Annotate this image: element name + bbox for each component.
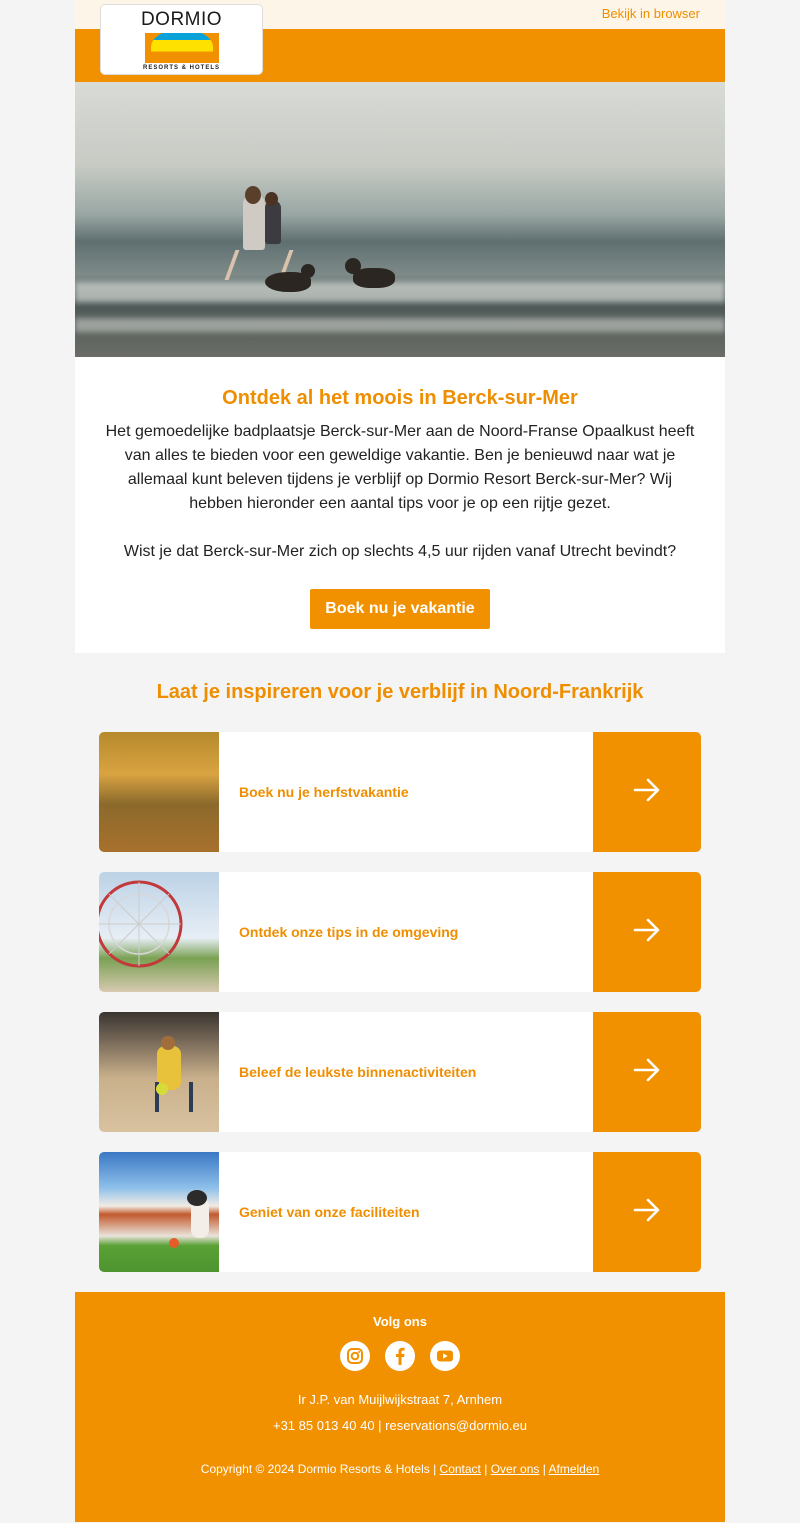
- arrow-right-icon: [633, 918, 661, 947]
- resort-house-photo: [99, 1152, 219, 1272]
- copyright-text: Copyright © 2024 Dormio Resorts & Hotels: [200, 1462, 430, 1476]
- separator: |: [374, 1418, 386, 1433]
- email-address[interactable]: reservations@dormio.eu: [385, 1418, 527, 1433]
- card-autumn-holiday[interactable]: [99, 732, 701, 852]
- intro-section: [75, 357, 725, 653]
- inspiration-title: Laat je inspireren voor je verblijf in Noord-Frankrijk: [156, 681, 644, 703]
- card-area-tips[interactable]: [99, 872, 701, 992]
- intro-paragraph: Het gemoedelijke badplaatsje Berck-sur-Mer aan de Noord-Franse Opaalkust heeft van alles te bieden voor een geweldige vakantie. Ben je benieuwd naar wat je allemaal kunt beleven tijdens je verblijf op Dormio Resort Berck-sur-Mer? Wij hebben hieronder een aantal tips voor je op een rijtje gezet.: [105, 423, 695, 512]
- follow-us-label: Volg ons: [373, 1314, 427, 1329]
- social-links: [75, 1341, 725, 1371]
- logo-tagline: RESORTS & HOTELS: [142, 65, 220, 71]
- card-label[interactable]: Boek nu je herfstvakantie: [239, 784, 409, 800]
- footer: [75, 1292, 725, 1522]
- hero-image-beach: [75, 82, 725, 357]
- card-label[interactable]: Geniet van onze faciliteiten: [239, 1204, 420, 1220]
- arrow-right-icon: [633, 778, 661, 807]
- card-label[interactable]: Beleef de leukste binnenactiviteiten: [239, 1064, 477, 1080]
- arrow-right-icon: [633, 1058, 661, 1087]
- youtube-icon[interactable]: [430, 1341, 460, 1371]
- view-in-browser-link[interactable]: Bekijk in browser: [601, 6, 700, 21]
- logo-sun-icon: [145, 33, 219, 63]
- copyright-line: [75, 1462, 725, 1476]
- book-holiday-button[interactable]: Boek nu je vakantie: [310, 589, 489, 629]
- arrow-right-icon: [633, 1198, 661, 1227]
- card-facilities[interactable]: [99, 1152, 701, 1272]
- phone-number[interactable]: +31 85 013 40 40: [272, 1418, 375, 1433]
- instagram-icon[interactable]: [340, 1341, 370, 1371]
- card-arrow-button[interactable]: [593, 1152, 701, 1272]
- facebook-icon[interactable]: [385, 1341, 415, 1371]
- intro-travel-tip: Wist je dat Berck-sur-Mer zich op slechts 4,5 uur rijden vanaf Utrecht bevindt?: [123, 543, 677, 560]
- card-arrow-button[interactable]: [593, 732, 701, 852]
- unsubscribe-link[interactable]: Afmelden: [548, 1462, 600, 1476]
- inspiration-card-list: [75, 732, 725, 1272]
- contact-info: [75, 1387, 725, 1439]
- card-label[interactable]: Ontdek onze tips in de omgeving: [239, 924, 459, 940]
- address-text: Ir J.P. van Muijlwijkstraat 7, Arnhem: [297, 1392, 503, 1407]
- logo-brand-text: DORMIO: [140, 9, 223, 30]
- separator: |: [429, 1462, 440, 1476]
- contact-link[interactable]: Contact: [439, 1462, 481, 1476]
- card-arrow-button[interactable]: [593, 1012, 701, 1132]
- bowling-photo: [99, 1012, 219, 1132]
- ferris-wheel-photo: [99, 872, 219, 992]
- card-indoor-activities[interactable]: [99, 1012, 701, 1132]
- dormio-logo[interactable]: [100, 4, 263, 75]
- separator: |: [539, 1462, 549, 1476]
- phone-email-line: [75, 1413, 725, 1439]
- card-arrow-button[interactable]: [593, 872, 701, 992]
- email-container: [75, 0, 725, 1522]
- about-us-link[interactable]: Over ons: [490, 1462, 540, 1476]
- separator: |: [480, 1462, 491, 1476]
- intro-title: Ontdek al het moois in Berck-sur-Mer: [222, 387, 578, 409]
- autumn-family-photo: [99, 732, 219, 852]
